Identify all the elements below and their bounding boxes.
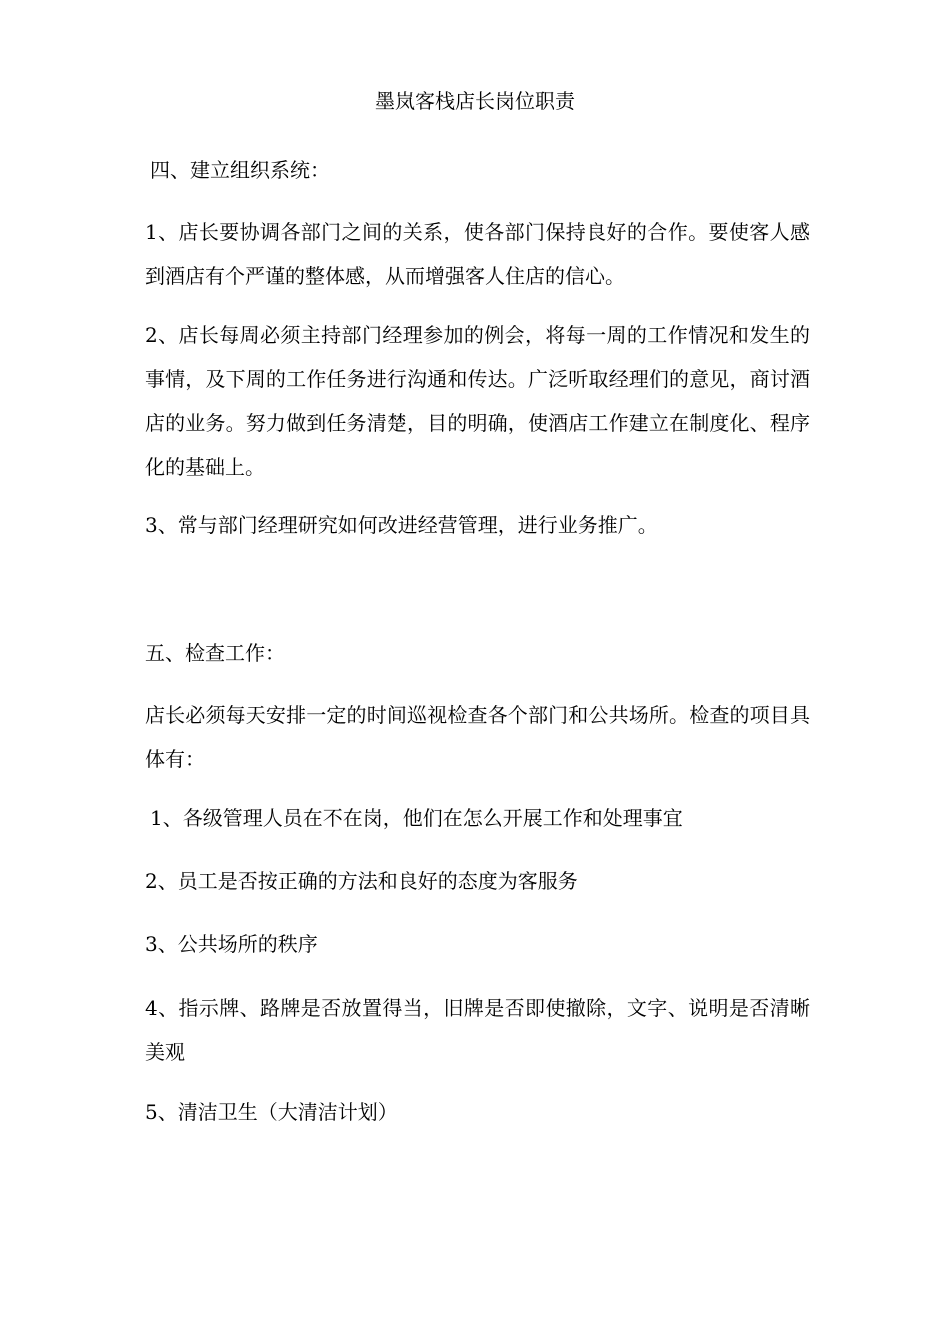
section5-intro: 店长必须每天安排一定的时间巡视检查各个部门和公共场所。检查的项目具体有： (145, 703, 810, 771)
section5-item-4: 4、指示牌、路牌是否放置得当，旧牌是否即使撤除，文字、说明是否清晰美观 (145, 996, 810, 1064)
section4-item-3: 3、常与部门经理研究如何改进经营管理，进行业务推广。 (145, 513, 658, 537)
section5-item-1: 1、各级管理人员在不在岗，他们在怎么开展工作和处理事宜 (150, 806, 683, 830)
section4-item-2: 2、店长每周必须主持部门经理参加的例会，将每一周的工作情况和发生的事情，及下周的工作任务进行沟通和传达。广泛听取经理们的意见，商讨酒店的业务。努力做到任务清楚，目的明确，使酒店工作建立在制度化、程序化的基础上。 (145, 323, 810, 479)
section4-item-1: 1、店长要协调各部门之间的关系，使各部门保持良好的合作。要使客人感到酒店有个严谨的整体感，从而增强客人住店的信心。 (145, 220, 810, 288)
document-title: 墨岚客栈店长岗位职责 (375, 89, 575, 113)
section4-heading: 四、建立组织系统： (150, 158, 330, 182)
section5-item-2: 2、员工是否按正确的方法和良好的态度为客服务 (145, 869, 578, 893)
section5-item-5: 5、清洁卫生（大清洁计划） (145, 1100, 398, 1124)
section5-item-3: 3、公共场所的秩序 (145, 932, 318, 956)
section5-heading: 五、检查工作： (145, 641, 285, 665)
